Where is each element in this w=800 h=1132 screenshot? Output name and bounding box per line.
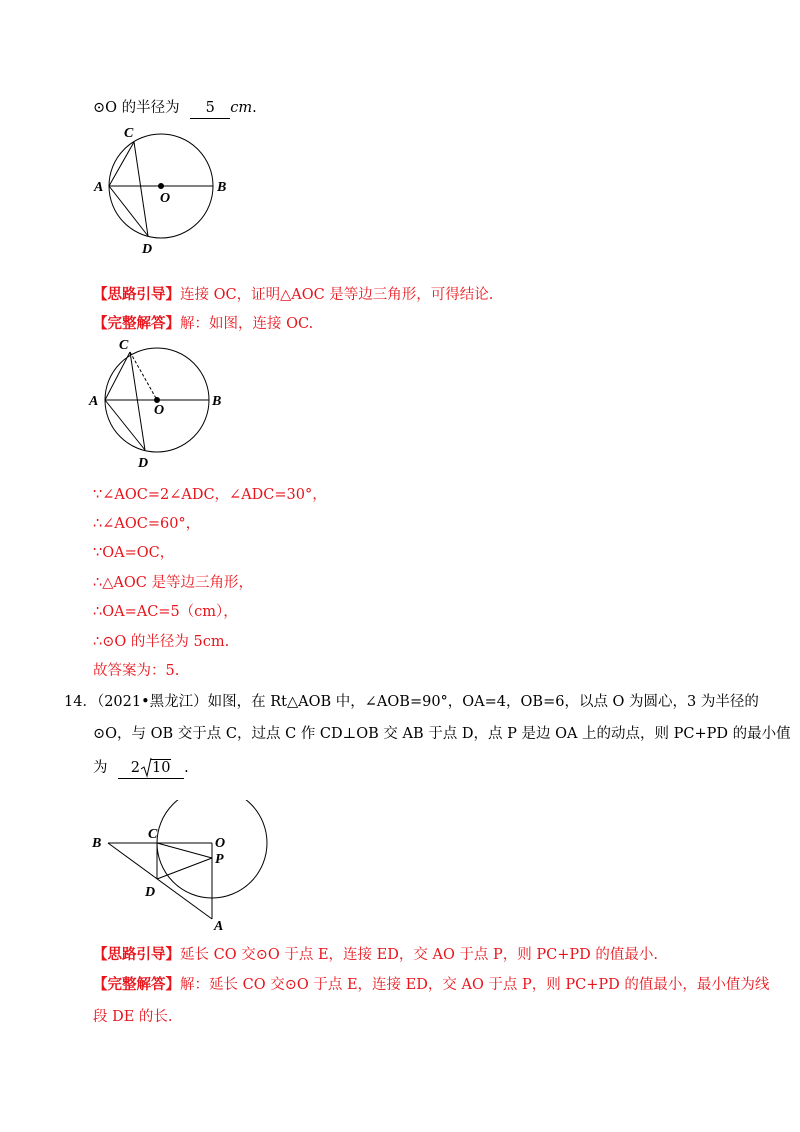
- q14-line-1-text: （2021•黑龙江）如图，在 Rt△AOB 中，∠AOB=90°，OA=4，OB=6，以点 O 为圆心，3 为半径的: [96, 694, 759, 710]
- label-p: P: [215, 852, 224, 867]
- q14-line-2: ⊙O，与 OB 交于点 C，过点 C 作 CD⊥OB 交 AB 于点 D，点 P 是边 OA 上的动点，则 PC+PD 的最小值: [93, 726, 791, 742]
- label-b: B: [217, 180, 227, 195]
- q14-answer-sqrt: [140, 758, 171, 778]
- segment-ac: [105, 352, 130, 400]
- q13-answer-blank: [190, 98, 230, 119]
- q14-answer-radicand: 10: [152, 760, 171, 776]
- q14-line-3: [93, 758, 189, 779]
- q13-answer-line: [93, 98, 257, 119]
- q13-solution: [93, 314, 313, 334]
- label-o: O: [154, 403, 165, 418]
- label-a: A: [214, 919, 224, 934]
- q13-final-answer: 故答案为：5.: [93, 663, 180, 679]
- q14-number: 14．: [64, 694, 97, 710]
- q13-step-6: ∴⊙O 的半径为 5cm.: [93, 634, 230, 650]
- q14-solution-line-1: [93, 975, 769, 995]
- label-c: C: [124, 126, 134, 141]
- segment-ac: [109, 142, 134, 186]
- q14-line-1: [64, 692, 759, 712]
- q13-solution-text: 解：如图，连接 OC.: [180, 316, 314, 332]
- label-d: D: [138, 456, 149, 471]
- q14-answer-coef: 2: [130, 760, 140, 776]
- q14-figure: [88, 800, 278, 935]
- q13-answer-unit: cm: [230, 100, 253, 116]
- q13-step-3: ∵OA=OC，: [93, 545, 175, 561]
- q14-hint-tag: 【思路引导】: [93, 946, 180, 963]
- label-d: D: [142, 242, 153, 257]
- q14-hint: [93, 945, 658, 965]
- q13-step-1: ∵∠AOC=2∠ADC，∠ADC=30°，: [93, 487, 327, 503]
- label-d: D: [145, 885, 156, 900]
- q14-hint-text: 延长 CO 交⊙O 于点 E，连接 ED，交 AO 于点 P，则 PC+PD 的值最小.: [180, 947, 659, 963]
- segment-dp: [157, 858, 212, 879]
- label-c: C: [148, 827, 158, 842]
- q14-answer-blank: [118, 758, 184, 779]
- label-b: B: [92, 836, 102, 851]
- q13-answer-end: .: [252, 100, 257, 116]
- label-b: B: [212, 394, 222, 409]
- q13-step-5: ∴OA=AC=5（cm），: [93, 604, 238, 620]
- q14-solution-text-1: 解：延长 CO 交⊙O 于点 E，连接 ED，交 AO 于点 P，则 PC+PD 的值最小，最小值为线: [180, 977, 770, 993]
- q14-solution-tag: 【完整解答】: [93, 976, 180, 993]
- q14-line-3-prefix: 为: [93, 760, 108, 776]
- segment-cd: [130, 352, 145, 450]
- segment-ab: [108, 843, 212, 919]
- q13-solution-tag: 【完整解答】: [93, 315, 180, 332]
- q13-figure-2: [86, 338, 236, 473]
- q14-line-3-end: .: [184, 760, 189, 776]
- segment-cp: [157, 843, 212, 858]
- q13-step-2: ∴∠AOC=60°，: [93, 516, 201, 532]
- q13-hint: [93, 285, 493, 305]
- label-o: O: [160, 191, 171, 206]
- q13-hint-text: 连接 OC，证明△AOC 是等边三角形，可得结论.: [180, 287, 494, 303]
- segment-cd: [134, 142, 148, 236]
- label-a: A: [94, 180, 104, 195]
- label-o: O: [215, 836, 226, 851]
- q14-solution-line-2: 段 DE 的长.: [93, 1009, 173, 1025]
- q13-figure-1: [88, 122, 238, 262]
- center-point-o: [158, 183, 164, 189]
- q13-hint-tag: 【思路引导】: [93, 286, 180, 303]
- radical-sign-icon: [140, 754, 152, 778]
- label-a: A: [89, 394, 99, 409]
- q13-answer-prefix: ⊙O 的半径为: [93, 100, 180, 116]
- q13-step-4: ∴△AOC 是等边三角形，: [93, 575, 253, 591]
- q13-answer-value: 5: [205, 100, 215, 116]
- label-c: C: [119, 338, 129, 353]
